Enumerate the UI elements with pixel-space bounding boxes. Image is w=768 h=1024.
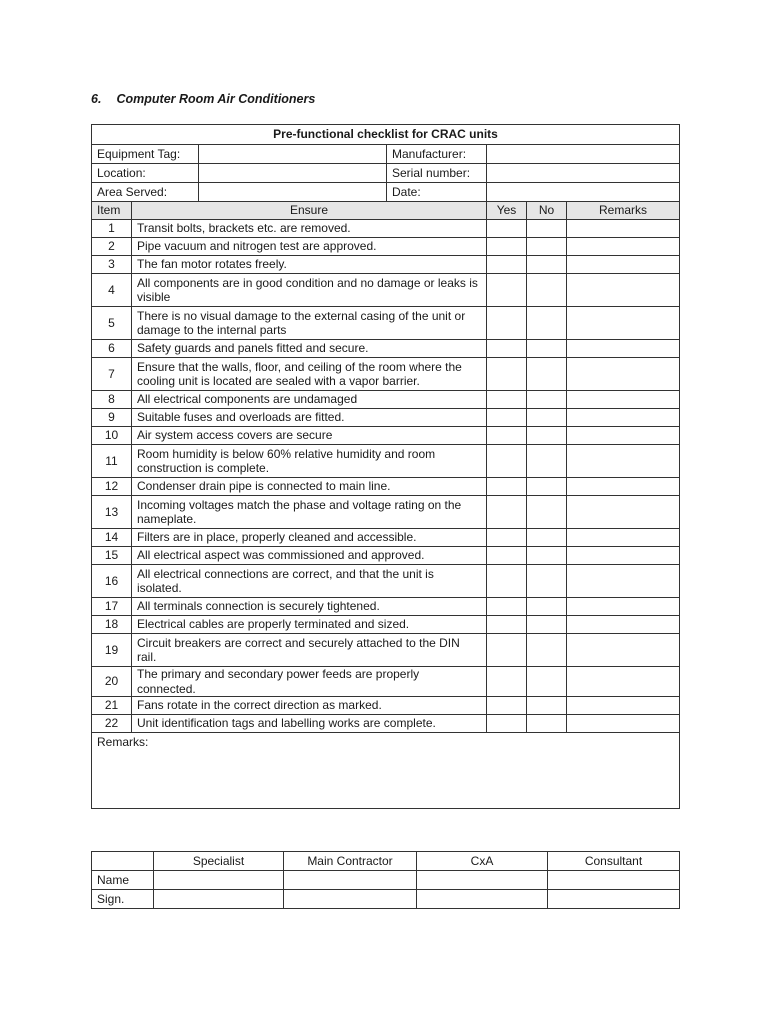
item-description: All components are in good condition and no damage or leaks is visible (132, 274, 487, 307)
item-description: Electrical cables are properly terminated and sized. (132, 616, 487, 634)
sign-field-consultant[interactable] (548, 890, 680, 909)
item-remarks-cell[interactable] (567, 358, 680, 391)
item-number: 2 (92, 238, 132, 256)
item-yes-cell[interactable] (487, 220, 527, 238)
item-remarks-cell[interactable] (567, 634, 680, 667)
item-yes-cell[interactable] (487, 616, 527, 634)
date-label: Date: (387, 183, 487, 202)
item-number: 5 (92, 307, 132, 340)
remarks-box[interactable] (92, 733, 680, 809)
item-no-cell[interactable] (527, 274, 567, 307)
item-remarks-cell[interactable] (567, 529, 680, 547)
item-description: Condenser drain pipe is connected to main line. (132, 478, 487, 496)
manufacturer-label: Manufacturer: (387, 145, 487, 164)
checklist-row (92, 427, 680, 445)
item-no-cell[interactable] (527, 697, 567, 715)
item-no-cell[interactable] (527, 358, 567, 391)
checklist-row (92, 220, 680, 238)
area-served-field[interactable] (199, 183, 387, 202)
item-no-cell[interactable] (527, 307, 567, 340)
checklist-row (92, 715, 680, 733)
checklist-row (92, 547, 680, 565)
checklist-row (92, 529, 680, 547)
item-no-cell[interactable] (527, 529, 567, 547)
checklist-row (92, 667, 680, 697)
checklist-row (92, 358, 680, 391)
item-number: 1 (92, 220, 132, 238)
item-remarks-cell[interactable] (567, 496, 680, 529)
item-no-cell[interactable] (527, 565, 567, 598)
item-no-cell[interactable] (527, 547, 567, 565)
item-description: The primary and secondary power feeds are properly connected. (132, 667, 487, 697)
item-number: 18 (92, 616, 132, 634)
item-remarks-cell[interactable] (567, 220, 680, 238)
signoff-sign-label: Sign. (92, 890, 154, 909)
checklist-row (92, 307, 680, 340)
item-number: 21 (92, 697, 132, 715)
item-yes-cell[interactable] (487, 697, 527, 715)
location-label: Location: (92, 164, 199, 183)
signoff-col-cxa: CxA (417, 852, 548, 871)
item-number: 7 (92, 358, 132, 391)
signoff-table (91, 851, 680, 909)
item-number: 13 (92, 496, 132, 529)
serial-number-field[interactable] (487, 164, 680, 183)
item-description: Filters are in place, properly cleaned and accessible. (132, 529, 487, 547)
item-description: Room humidity is below 60% relative humidity and room construction is complete. (132, 445, 487, 478)
col-yes-header: Yes (487, 202, 527, 220)
item-remarks-cell[interactable] (567, 427, 680, 445)
item-yes-cell[interactable] (487, 634, 527, 667)
item-remarks-cell[interactable] (567, 238, 680, 256)
item-remarks-cell[interactable] (567, 547, 680, 565)
item-number: 16 (92, 565, 132, 598)
signoff-col-specialist: Specialist (154, 852, 284, 871)
checklist-title: Pre-functional checklist for CRAC units (92, 125, 680, 145)
equipment-tag-label: Equipment Tag: (92, 145, 199, 164)
item-description: All terminals connection is securely tightened. (132, 598, 487, 616)
item-no-cell[interactable] (527, 478, 567, 496)
item-no-cell[interactable] (527, 598, 567, 616)
item-number: 11 (92, 445, 132, 478)
checklist-row (92, 634, 680, 667)
item-yes-cell[interactable] (487, 358, 527, 391)
sign-field-specialist[interactable] (154, 890, 284, 909)
item-number: 22 (92, 715, 132, 733)
item-description: All electrical connections are correct, and that the unit is isolated. (132, 565, 487, 598)
item-yes-cell[interactable] (487, 565, 527, 598)
item-no-cell[interactable] (527, 496, 567, 529)
location-field[interactable] (199, 164, 387, 183)
manufacturer-field[interactable] (487, 145, 680, 164)
remarks-label: Remarks: (97, 735, 149, 749)
info-row-equipment (92, 145, 680, 164)
name-field-cxa[interactable] (417, 871, 548, 890)
name-field-main-contractor[interactable] (284, 871, 417, 890)
item-yes-cell[interactable] (487, 529, 527, 547)
item-description: Transit bolts, brackets etc. are removed. (132, 220, 487, 238)
item-description: All electrical components are undamaged (132, 391, 487, 409)
item-remarks-cell[interactable] (567, 256, 680, 274)
item-yes-cell[interactable] (487, 391, 527, 409)
item-description: Unit identification tags and labelling works are complete. (132, 715, 487, 733)
item-no-cell[interactable] (527, 715, 567, 733)
item-description: Circuit breakers are correct and securely attached to the DIN rail. (132, 634, 487, 667)
item-remarks-cell[interactable] (567, 715, 680, 733)
column-header-row (92, 202, 680, 220)
item-description: Safety guards and panels fitted and secure. (132, 340, 487, 358)
item-remarks-cell[interactable] (567, 667, 680, 697)
item-remarks-cell[interactable] (567, 445, 680, 478)
serial-number-label: Serial number: (387, 164, 487, 183)
name-field-specialist[interactable] (154, 871, 284, 890)
signoff-sign-row (92, 890, 680, 909)
checklist-table (91, 124, 680, 809)
item-yes-cell[interactable] (487, 274, 527, 307)
item-remarks-cell[interactable] (567, 565, 680, 598)
item-remarks-cell[interactable] (567, 478, 680, 496)
item-number: 20 (92, 667, 132, 697)
info-row-area (92, 183, 680, 202)
item-yes-cell[interactable] (487, 445, 527, 478)
item-remarks-cell[interactable] (567, 274, 680, 307)
item-description: All electrical aspect was commissioned and approved. (132, 547, 487, 565)
item-no-cell[interactable] (527, 340, 567, 358)
item-description: The fan motor rotates freely. (132, 256, 487, 274)
checklist-row (92, 340, 680, 358)
item-description: Fans rotate in the correct direction as marked. (132, 697, 487, 715)
signoff-col-consultant: Consultant (548, 852, 680, 871)
item-description: Ensure that the walls, floor, and ceiling of the room where the cooling unit is located are sealed with a vapor barrier. (132, 358, 487, 391)
col-ensure-header: Ensure (132, 202, 487, 220)
item-yes-cell[interactable] (487, 427, 527, 445)
item-no-cell[interactable] (527, 427, 567, 445)
item-yes-cell[interactable] (487, 409, 527, 427)
area-served-label: Area Served: (92, 183, 199, 202)
item-no-cell[interactable] (527, 445, 567, 478)
item-yes-cell[interactable] (487, 238, 527, 256)
item-remarks-cell[interactable] (567, 409, 680, 427)
item-yes-cell[interactable] (487, 667, 527, 697)
item-yes-cell[interactable] (487, 256, 527, 274)
item-no-cell[interactable] (527, 667, 567, 697)
sign-field-cxa[interactable] (417, 890, 548, 909)
item-yes-cell[interactable] (487, 340, 527, 358)
col-item-header: Item (92, 202, 132, 220)
info-row-location (92, 164, 680, 183)
item-number: 9 (92, 409, 132, 427)
item-no-cell[interactable] (527, 220, 567, 238)
checklist-row (92, 256, 680, 274)
equipment-tag-field[interactable] (199, 145, 387, 164)
item-remarks-cell[interactable] (567, 697, 680, 715)
section-title: Computer Room Air Conditioners (116, 92, 316, 106)
item-description: There is no visual damage to the external casing of the unit or damage to the internal parts (132, 307, 487, 340)
signoff-name-row (92, 871, 680, 890)
signoff-col-main-contractor: Main Contractor (284, 852, 417, 871)
checklist-row (92, 391, 680, 409)
checklist-row (92, 616, 680, 634)
item-no-cell[interactable] (527, 634, 567, 667)
item-yes-cell[interactable] (487, 547, 527, 565)
checklist-row (92, 238, 680, 256)
item-yes-cell[interactable] (487, 478, 527, 496)
item-no-cell[interactable] (527, 238, 567, 256)
item-yes-cell[interactable] (487, 598, 527, 616)
item-yes-cell[interactable] (487, 496, 527, 529)
item-no-cell[interactable] (527, 616, 567, 634)
item-number: 14 (92, 529, 132, 547)
item-number: 6 (92, 340, 132, 358)
item-no-cell[interactable] (527, 256, 567, 274)
col-no-header: No (527, 202, 567, 220)
item-remarks-cell[interactable] (567, 340, 680, 358)
item-remarks-cell[interactable] (567, 391, 680, 409)
item-no-cell[interactable] (527, 409, 567, 427)
item-yes-cell[interactable] (487, 307, 527, 340)
section-number: 6. (91, 92, 102, 106)
item-number: 17 (92, 598, 132, 616)
checklist-row (92, 478, 680, 496)
item-description: Air system access covers are secure (132, 427, 487, 445)
item-description: Incoming voltages match the phase and voltage rating on the nameplate. (132, 496, 487, 529)
item-number: 3 (92, 256, 132, 274)
checklist-row (92, 565, 680, 598)
item-remarks-cell[interactable] (567, 307, 680, 340)
item-number: 15 (92, 547, 132, 565)
signoff-name-label: Name (92, 871, 154, 890)
checklist-row (92, 409, 680, 427)
item-description: Suitable fuses and overloads are fitted. (132, 409, 487, 427)
item-number: 12 (92, 478, 132, 496)
item-number: 10 (92, 427, 132, 445)
checklist-row (92, 445, 680, 478)
date-field[interactable] (487, 183, 680, 202)
item-number: 4 (92, 274, 132, 307)
item-number: 8 (92, 391, 132, 409)
item-remarks-cell[interactable] (567, 616, 680, 634)
sign-field-main-contractor[interactable] (284, 890, 417, 909)
name-field-consultant[interactable] (548, 871, 680, 890)
checklist-row (92, 697, 680, 715)
checklist-row (92, 598, 680, 616)
item-yes-cell[interactable] (487, 715, 527, 733)
item-remarks-cell[interactable] (567, 598, 680, 616)
col-remarks-header: Remarks (567, 202, 680, 220)
checklist-row (92, 274, 680, 307)
item-number: 19 (92, 634, 132, 667)
item-description: Pipe vacuum and nitrogen test are approved. (132, 238, 487, 256)
signoff-corner (92, 852, 154, 871)
section-heading (91, 92, 315, 106)
checklist-row (92, 496, 680, 529)
item-no-cell[interactable] (527, 391, 567, 409)
signoff-header-row (92, 852, 680, 871)
